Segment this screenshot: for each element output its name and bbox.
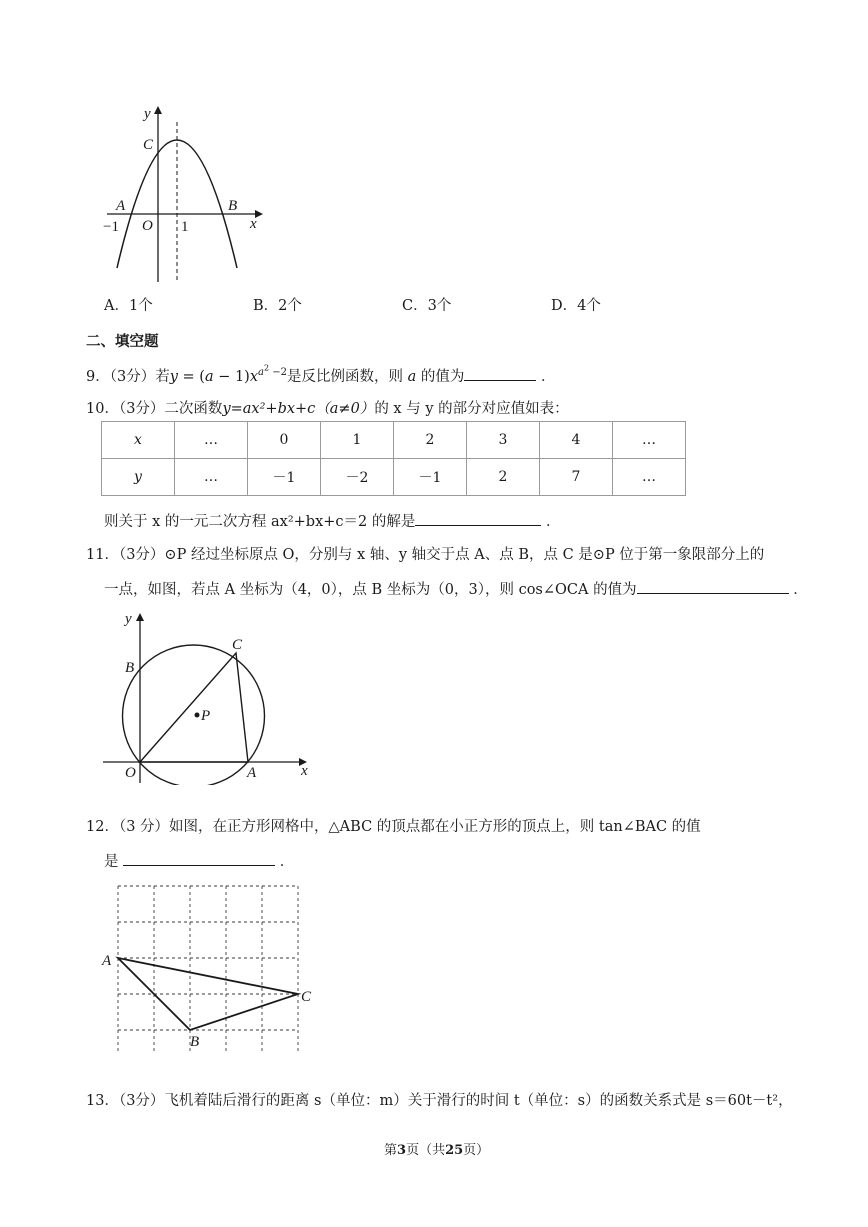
table-row-x: [102, 422, 686, 459]
q9-y: y: [169, 369, 178, 386]
table-row-y: [102, 459, 686, 496]
footer-pre: 第: [384, 1143, 398, 1158]
table-cell: y: [102, 459, 175, 496]
q11-line2: [104, 578, 808, 599]
footer-post: 页）: [463, 1143, 490, 1158]
label-O: O: [125, 765, 136, 781]
label-x: x: [250, 216, 257, 232]
label-neg1: −1: [103, 219, 119, 235]
q9-var-a: a: [407, 369, 417, 386]
q12-line2: [104, 850, 294, 871]
table-cell: 1: [321, 422, 394, 459]
table-cell: …: [175, 422, 248, 459]
label-C: C: [143, 137, 154, 153]
table-cell: 2: [394, 422, 467, 459]
dashed-grid: [118, 886, 298, 1052]
option-c: C．3个: [402, 298, 452, 314]
q10-answer-text: 则关于 x 的一元二次方程 ax²+bx+c＝2 的解是: [104, 514, 416, 530]
label-B: B: [190, 1034, 200, 1050]
question-9: [86, 364, 556, 386]
footer-total: 25: [445, 1143, 464, 1158]
q11-line2-text: 一点，如图，若点 A 坐标为（4，0），点 B 坐标为（0，3），则 cos∠OCA 的值为: [104, 582, 637, 598]
center-point: [195, 713, 200, 718]
y-axis-arrow: [136, 613, 144, 621]
q10-number: 10．（3分）二次函数: [86, 401, 223, 417]
q10-answer-line: [104, 510, 560, 531]
q9-eq: = (: [177, 369, 205, 386]
q9-end: ．: [541, 369, 556, 386]
q10-formula: y=ax²+bx+c（a≠0）: [222, 401, 375, 417]
grid-figure: [98, 880, 323, 1052]
triangle-oca: [140, 653, 248, 762]
label-A: A: [247, 765, 257, 781]
circle-figure: [95, 605, 320, 785]
label-A: A: [102, 953, 112, 969]
table-cell: 4: [540, 422, 613, 459]
label-C: C: [232, 637, 243, 653]
q11-end: ．: [793, 582, 808, 598]
page-footer: [384, 1139, 489, 1158]
table-cell: x: [102, 422, 175, 459]
q10-answer-blank[interactable]: [415, 511, 541, 526]
label-x: x: [301, 763, 308, 779]
q13-line1: 13．（3分）飞机着陆后滑行的距离 s（单位：m）关于滑行的时间 t（单位：s）的函数关系式是 s＝60t－t²，: [86, 1093, 793, 1109]
q11-answer-blank[interactable]: [637, 579, 789, 594]
q9-a: a: [204, 369, 214, 386]
q9-exp-2: 2: [264, 364, 270, 373]
table-cell: 2: [467, 459, 540, 496]
q10-text2: 的 x 与 y 的部分对应值如表：: [374, 401, 569, 417]
table-cell: －1: [394, 459, 467, 496]
y-axis-arrow: [154, 106, 162, 114]
label-one: 1: [181, 219, 189, 235]
q9-answer-blank[interactable]: [464, 366, 536, 381]
value-table: [101, 421, 686, 496]
q12-line2-text: 是: [104, 854, 119, 870]
q9-number: 9．（3分）若: [86, 369, 170, 386]
q12-end: ．: [279, 854, 295, 870]
table-cell: …: [175, 459, 248, 496]
label-B: B: [125, 660, 135, 676]
q9-text3: 的值为: [420, 369, 465, 386]
q9-exp-a: a: [258, 367, 264, 379]
label-y: y: [125, 611, 132, 627]
table-cell: －1: [248, 459, 321, 496]
label-y: y: [144, 106, 151, 122]
table-cell: 7: [540, 459, 613, 496]
label-B: B: [228, 198, 238, 214]
option-a: A．1个: [104, 298, 153, 314]
label-P: P: [201, 708, 211, 724]
table-cell: －2: [321, 459, 394, 496]
label-C: C: [301, 989, 312, 1005]
q12-answer-blank[interactable]: [123, 851, 275, 866]
footer-page: 3: [397, 1143, 407, 1158]
q9-text2: 是反比例函数，则: [287, 369, 404, 386]
parabola-figure: [95, 100, 270, 285]
label-A: A: [116, 198, 126, 214]
label-O: O: [142, 218, 153, 234]
option-d: D．4个: [551, 298, 601, 314]
table-cell: 3: [467, 422, 540, 459]
q9-exp-m2: −2: [269, 367, 288, 379]
option-b: B．2个: [253, 298, 302, 314]
footer-mid: 页（共: [406, 1143, 446, 1158]
table-cell: 0: [248, 422, 321, 459]
q9-x: x: [249, 369, 259, 386]
q10-end: ．: [545, 514, 561, 530]
q11-line1: 11．（3分）⊙P 经过坐标原点 O，分别与 x 轴、y 轴交于点 A、点 B，点 C 是⊙P 位于第一象限部分上的: [86, 547, 765, 563]
q12-line1: 12．（3 分）如图，在正方形网格中，△ABC 的顶点都在小正方形的顶点上，则 tan∠BAC 的值: [86, 819, 701, 835]
section-title: 二、填空题: [86, 333, 159, 350]
question-10: [86, 397, 569, 418]
table-cell: …: [613, 459, 686, 496]
table-cell: …: [613, 422, 686, 459]
q9-minus1: − 1): [213, 369, 250, 386]
